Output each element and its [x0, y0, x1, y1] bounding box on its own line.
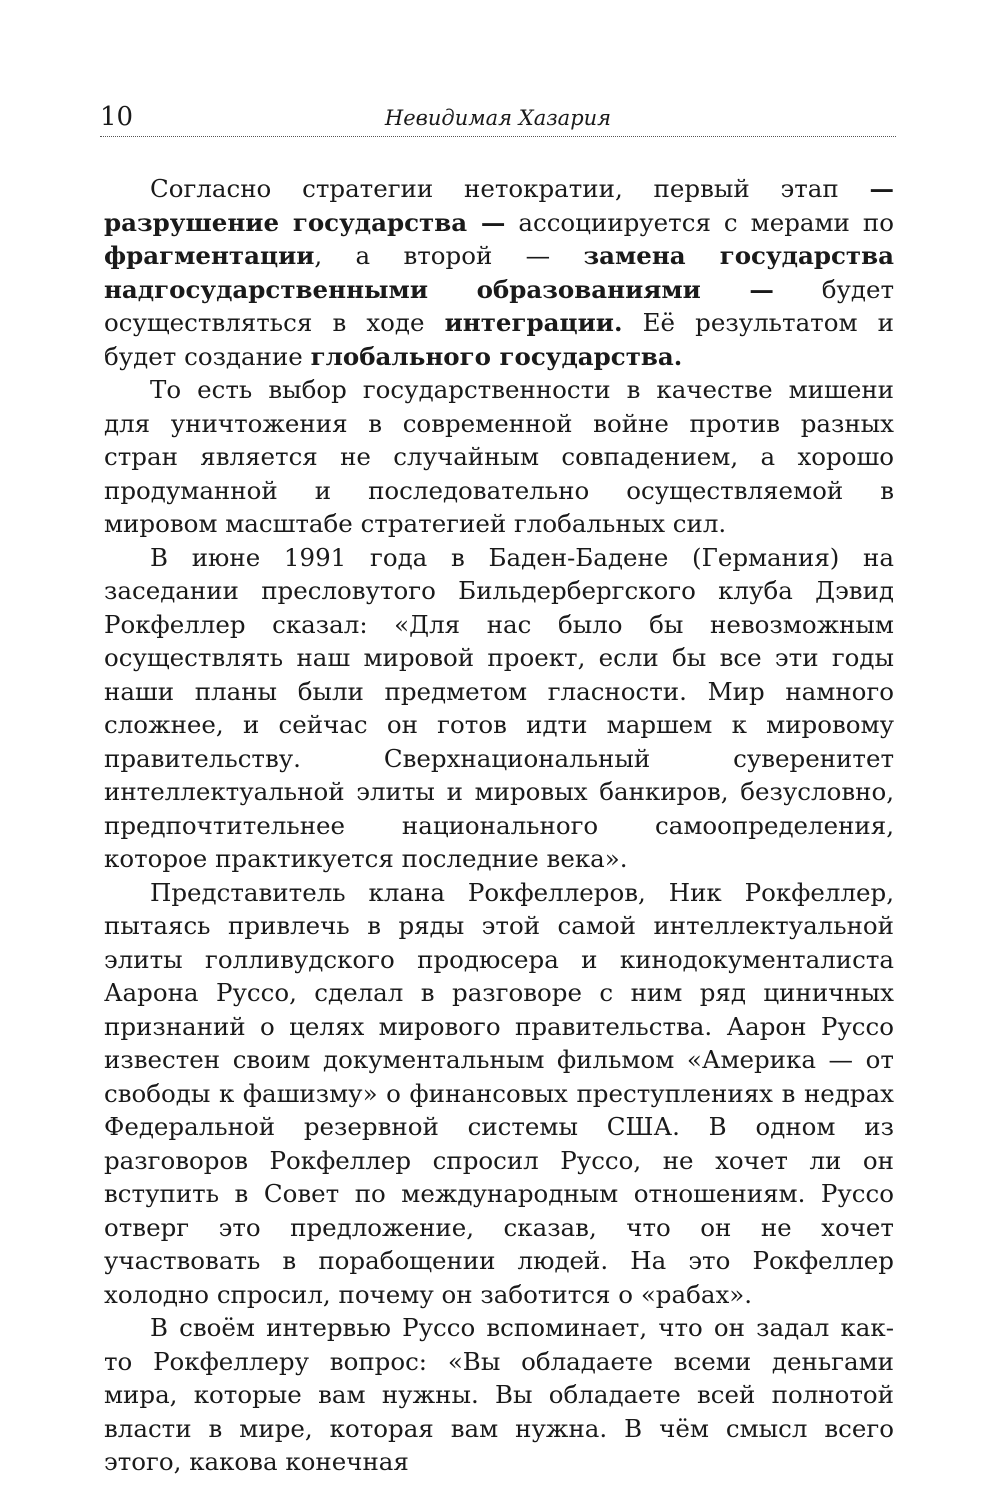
text-run: Её результатом и будет создание	[104, 308, 894, 371]
bold-text: замена государства надгосударственными образованиями —	[104, 241, 894, 304]
paragraph	[104, 876, 894, 1312]
bold-text: — разрушение государства —	[104, 174, 894, 237]
bold-text: глобального государства.	[310, 341, 683, 371]
page-number: 10	[100, 102, 134, 132]
text-run: Представитель клана Рокфеллеров, Ник Рокфеллер, пытаясь привлечь в ряды этой самой интеллектуальной элиты голливудского продюсера и кинодокументалиста Аарона Руссо, сделал в разговоре с ним ряд циничных признаний о целях мирового правительства. Аарон Руссо известен своим документальным фильмом «Америка — от свободы к фашизму» о финансовых преступлениях в недрах Федеральной резервной системы США. В одном из разговоров Рокфеллер спросил Руссо, не хочет ли он вступить в Совет по международным отношениям. Руссо отверг это предложение, сказав, что он не хочет участвовать в порабощении людей. На это Рокфеллер холодно спросил, почему он заботится о «рабах».	[104, 877, 894, 1309]
text-run: В своём интервью Руссо вспоминает, что он задал как-то Рокфеллеру вопрос: «Вы обладаете всеми деньгами мира, которые вам нужны. Вы обладаете всей полнотой власти в мире, которая вам нужна. В чём смысл всего этого, какова конечная	[104, 1313, 894, 1476]
text-run: , а второй —	[314, 241, 584, 270]
text-run: В июне 1991 года в Баден-Бадене (Германия) на заседании пресловутого Бильдербергского клуба Дэвид Рокфеллер сказал: «Для нас было бы невозможным осуществлять наш мировой проект, если бы все эти годы наши планы были предметом гласности. Мир намного сложнее, и сейчас он готов идти маршем к мировому правительству. Сверхнациональный суверенитет интеллектуальной элиты и мировых банкиров, безусловно, предпочтительнее национального самоопределения, которое практикуется последние века».	[104, 542, 894, 873]
paragraph	[104, 541, 894, 876]
text-run: ассоциируется с мерами по	[505, 207, 894, 237]
running-head	[100, 102, 896, 137]
body-text	[104, 172, 894, 1479]
bold-text: интеграции.	[444, 308, 623, 337]
book-title: Невидимая Хазария	[384, 106, 612, 130]
text-run: То есть выбор государственности в качестве мишени для уничтожения в современной войне против разных стран является не случайным совпадением, а хорошо продуманной и последовательно осуществляемой в мировом масштабе стратегией глобальных сил.	[104, 375, 894, 538]
text-run: Согласно стратегии нетократии, первый этап	[150, 174, 870, 203]
paragraph	[104, 172, 894, 373]
bold-text: фрагментации	[104, 241, 315, 270]
paragraph	[104, 373, 894, 541]
paragraph	[104, 1311, 894, 1479]
text-run: будет осуществляться в ходе	[104, 274, 895, 337]
